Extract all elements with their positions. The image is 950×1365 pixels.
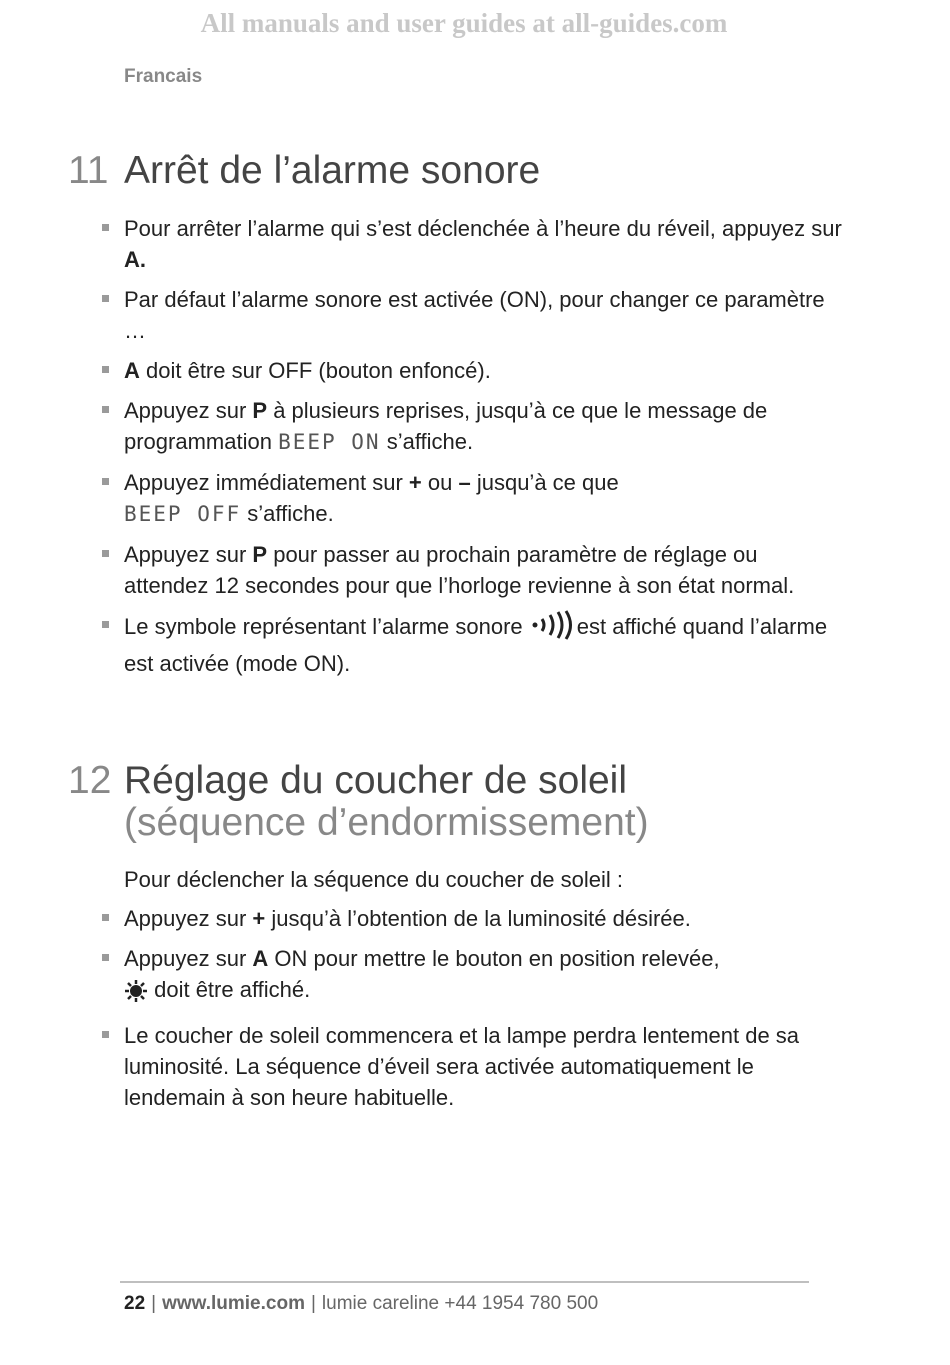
item-text: jusqu’à ce que bbox=[470, 470, 619, 495]
item-text: pour passer au prochain paramètre de réglage ou attendez 12 secondes pour que l’horloge revienne à son état normal. bbox=[124, 542, 795, 598]
section-12-intro: Pour déclencher la séquence du coucher de soleil : bbox=[124, 867, 623, 892]
item-text: ON pour mettre le bouton en position relevée, bbox=[268, 946, 720, 971]
alarm-sound-icon bbox=[529, 610, 577, 648]
separator: | bbox=[151, 1293, 157, 1314]
item-text: Pour arrêter l’alarme qui s’est déclenchée à l’heure du réveil, appuyez sur bbox=[124, 216, 842, 241]
section-number: 11 bbox=[68, 149, 109, 192]
list-item bbox=[124, 355, 844, 386]
list-item bbox=[124, 903, 844, 934]
section-title: Arrêt de l’alarme sonore bbox=[124, 149, 541, 192]
key-label: A bbox=[252, 946, 269, 971]
footer bbox=[124, 1293, 598, 1315]
plus-key: + bbox=[252, 906, 266, 931]
list-item bbox=[124, 395, 844, 458]
item-text: à plusieurs reprises, jusqu’à ce que le message de programmation bbox=[124, 398, 768, 454]
website-link[interactable]: www.lumie.com bbox=[162, 1293, 305, 1314]
key-label: A bbox=[124, 358, 140, 383]
separator: | bbox=[310, 1293, 316, 1314]
list-item bbox=[124, 539, 844, 601]
item-text: doit être sur OFF (bouton enfoncé). bbox=[139, 358, 491, 383]
sun-icon bbox=[124, 979, 148, 1011]
section-12-list bbox=[124, 903, 844, 1122]
list-item bbox=[124, 284, 844, 346]
section-11-heading bbox=[68, 150, 540, 192]
section-title: Réglage du coucher de soleil bbox=[124, 759, 628, 802]
section-12-heading bbox=[68, 760, 649, 844]
item-text: Appuyez sur bbox=[124, 398, 253, 423]
list-item bbox=[124, 213, 844, 275]
item-text: Appuyez sur bbox=[124, 542, 253, 567]
language-label: Francais bbox=[124, 66, 203, 87]
plus-key: + bbox=[408, 470, 422, 495]
page-number: 22 bbox=[124, 1293, 146, 1314]
section-11-list bbox=[124, 213, 844, 688]
item-text: s’affiche. bbox=[380, 429, 474, 454]
list-item bbox=[124, 467, 844, 530]
item-text: doit être affiché. bbox=[148, 977, 311, 1002]
item-text: ou bbox=[421, 470, 459, 495]
key-label: A. bbox=[124, 247, 146, 272]
key-label: P bbox=[252, 398, 268, 423]
item-text: Le symbole représentant l’alarme sonore bbox=[124, 614, 529, 639]
list-item bbox=[124, 943, 844, 1011]
item-text: Le coucher de soleil commencera et la lampe perdra lentement de sa luminosité. La séquence d’éveil sera activée automatiquement le lendemain à son heure habituelle. bbox=[124, 1023, 800, 1110]
item-text: Appuyez sur bbox=[124, 906, 253, 931]
item-text: Appuyez immédiatement sur bbox=[124, 470, 409, 495]
lcd-message: BEEP OFF bbox=[124, 502, 242, 526]
item-text: est affiché quand l’alarme est activée (mode ON). bbox=[124, 614, 828, 676]
list-item bbox=[124, 1020, 844, 1113]
item-text: Par défaut l’alarme sonore est activée (ON), pour changer ce paramètre … bbox=[124, 287, 825, 343]
item-text: jusqu’à l’obtention de la luminosité désirée. bbox=[265, 906, 691, 931]
footer-divider bbox=[120, 1281, 809, 1283]
lcd-message: BEEP ON bbox=[278, 430, 381, 454]
section-subtitle: (séquence d’endormissement) bbox=[124, 801, 649, 844]
section-number: 12 bbox=[68, 759, 112, 802]
careline: lumie careline +44 1954 780 500 bbox=[321, 1293, 599, 1314]
watermark: All manuals and user guides at all-guides.com bbox=[200, 8, 728, 38]
list-item bbox=[124, 610, 844, 679]
item-text: s’affiche. bbox=[241, 501, 334, 526]
key-label: P bbox=[252, 542, 268, 567]
item-text: Appuyez sur bbox=[124, 946, 253, 971]
minus-key: – bbox=[458, 470, 471, 495]
